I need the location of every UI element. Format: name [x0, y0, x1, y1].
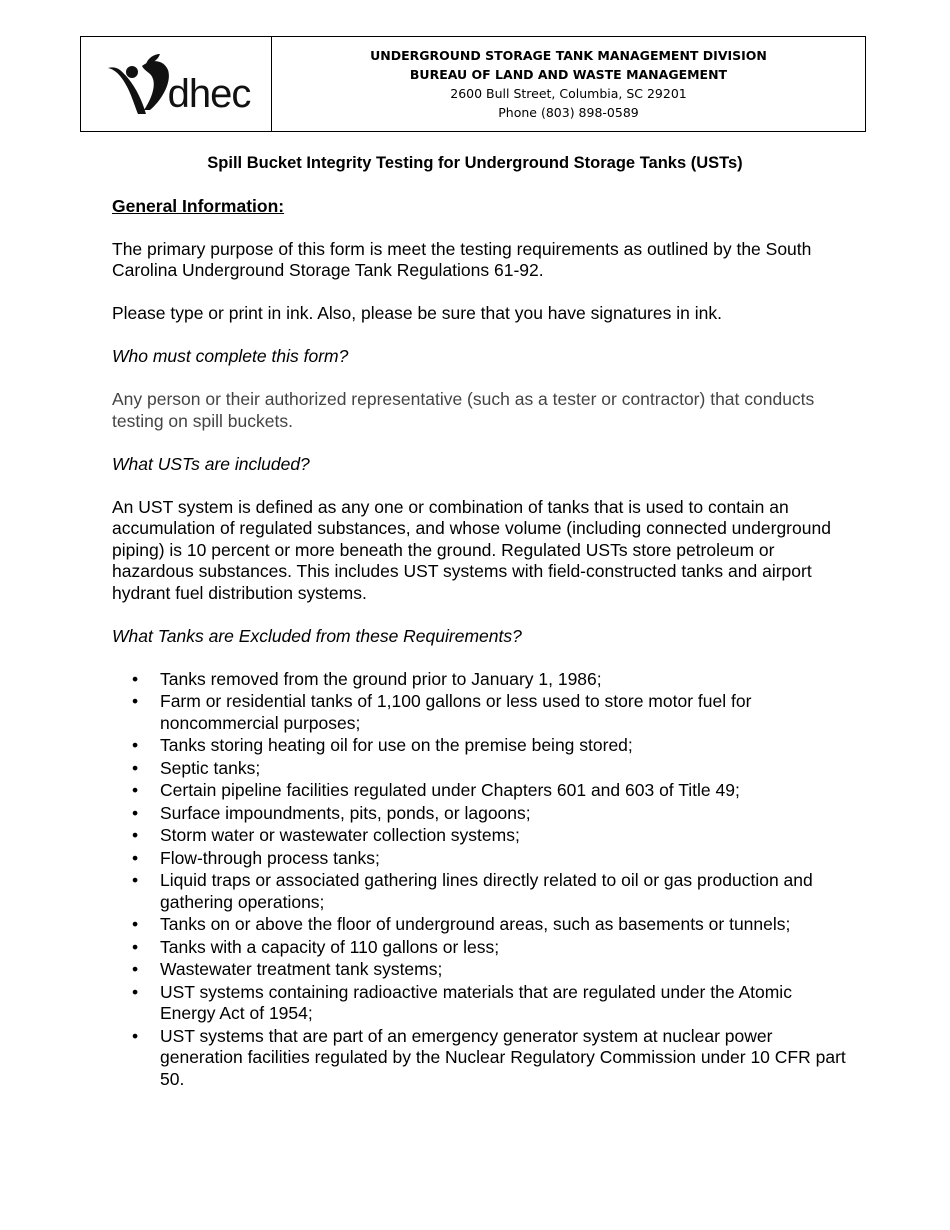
bullet-icon: •: [132, 1025, 139, 1046]
list-item-text: Storm water or wastewater collection systems;: [160, 825, 520, 845]
logo-wordmark: dhec: [167, 72, 251, 116]
logo-cell: [81, 37, 272, 131]
dhec-logo: [102, 52, 251, 116]
list-item-text: Tanks storing heating oil for use on the premise being stored;: [160, 735, 633, 755]
agency-info: [272, 37, 865, 131]
list-item: [112, 848, 852, 870]
bullet-icon: •: [132, 691, 139, 711]
bullet-icon: •: [132, 914, 139, 934]
list-item: [112, 937, 852, 959]
bullet-icon: •: [132, 936, 139, 957]
what-question: What USTs are included?: [112, 453, 310, 474]
purpose-paragraph: The primary purpose of this form is meet the testing requirements as outlined by the South Carolina Underground Storage Tank Regulations 61-92.: [112, 238, 812, 280]
list-item-text: Tanks with a capacity of 110 gallons or less;: [160, 936, 500, 957]
list-item-text: Wastewater treatment tank systems;: [160, 959, 443, 979]
dhec-emblem-icon: [102, 52, 170, 116]
list-item: [112, 825, 852, 847]
list-item-text: Surface impoundments, pits, ponds, or lagoons;: [160, 802, 531, 823]
list-item-text: Farm or residential tanks of 1,100 gallons or less used to store motor fuel for noncommercial purposes;: [160, 691, 752, 733]
list-item: [112, 758, 852, 780]
bullet-icon: •: [132, 959, 139, 979]
bullet-icon: •: [132, 668, 139, 689]
list-item-text: UST systems that are part of an emergency generator system at nuclear power generation facilities regulated by the Nuclear Regulatory Commission under 10 CFR part 50.: [160, 1025, 846, 1089]
bullet-icon: •: [132, 780, 139, 800]
list-item-text: UST systems containing radioactive materials that are regulated under the Atomic Energy Act of 1954;: [160, 981, 792, 1023]
list-item: [112, 870, 852, 913]
letterhead-box: [80, 36, 866, 132]
bullet-icon: •: [132, 735, 139, 755]
general-info-heading: General Information:: [112, 196, 285, 216]
bullet-icon: •: [132, 802, 139, 823]
bullet-icon: •: [132, 757, 139, 778]
list-item-text: Flow-through process tanks;: [160, 847, 380, 868]
agency-phone: Phone (803) 898-0589: [498, 105, 639, 120]
what-answer: An UST system is defined as any one or combination of tanks that is used to contain an accumulation of regulated substances, and whose volume (including connected underground piping) is 10 percent or more beneath the ground. Regulated USTs store petroleum or hazardous substances. This includes UST systems with field-constructed tanks and airport hydrant fuel distribution systems.: [112, 496, 831, 603]
bureau-name: BUREAU OF LAND AND WASTE MANAGEMENT: [409, 67, 728, 82]
list-item-text: Certain pipeline facilities regulated under Chapters 601 and 603 of Title 49;: [160, 780, 740, 800]
document-body: [112, 196, 852, 1091]
list-item: [112, 669, 852, 691]
list-item: [112, 1026, 852, 1091]
who-question: Who must complete this form?: [112, 346, 349, 366]
list-item: [112, 735, 852, 757]
document-title: Spill Bucket Integrity Testing for Underground Storage Tanks (USTs): [207, 154, 743, 172]
list-item-text: Tanks removed from the ground prior to January 1, 1986;: [160, 668, 602, 689]
list-item: [112, 691, 852, 734]
list-item-text: Tanks on or above the floor of underground areas, such as basements or tunnels;: [160, 914, 791, 934]
excluded-tanks-list: [112, 669, 852, 1091]
bullet-icon: •: [132, 870, 139, 890]
list-item: [112, 959, 852, 981]
agency-address: 2600 Bull Street, Columbia, SC 29201: [450, 86, 687, 101]
list-item: [112, 780, 852, 802]
bullet-icon: •: [132, 825, 139, 845]
excluded-question: What Tanks are Excluded from these Requirements?: [112, 625, 522, 646]
bullet-icon: •: [132, 981, 139, 1002]
division-name: UNDERGROUND STORAGE TANK MANAGEMENT DIVISION: [370, 48, 767, 63]
list-item: [112, 982, 852, 1025]
bullet-icon: •: [132, 847, 139, 868]
ink-paragraph: Please type or print in ink. Also, please be sure that you have signatures in ink.: [112, 303, 722, 323]
list-item: [112, 914, 852, 936]
who-answer: Any person or their authorized representative (such as a tester or contractor) that conducts testing on spill buckets.: [112, 389, 815, 431]
list-item: [112, 803, 852, 825]
list-item-text: Liquid traps or associated gathering lines directly related to oil or gas production and gathering operations;: [160, 870, 813, 912]
list-item-text: Septic tanks;: [160, 757, 261, 778]
